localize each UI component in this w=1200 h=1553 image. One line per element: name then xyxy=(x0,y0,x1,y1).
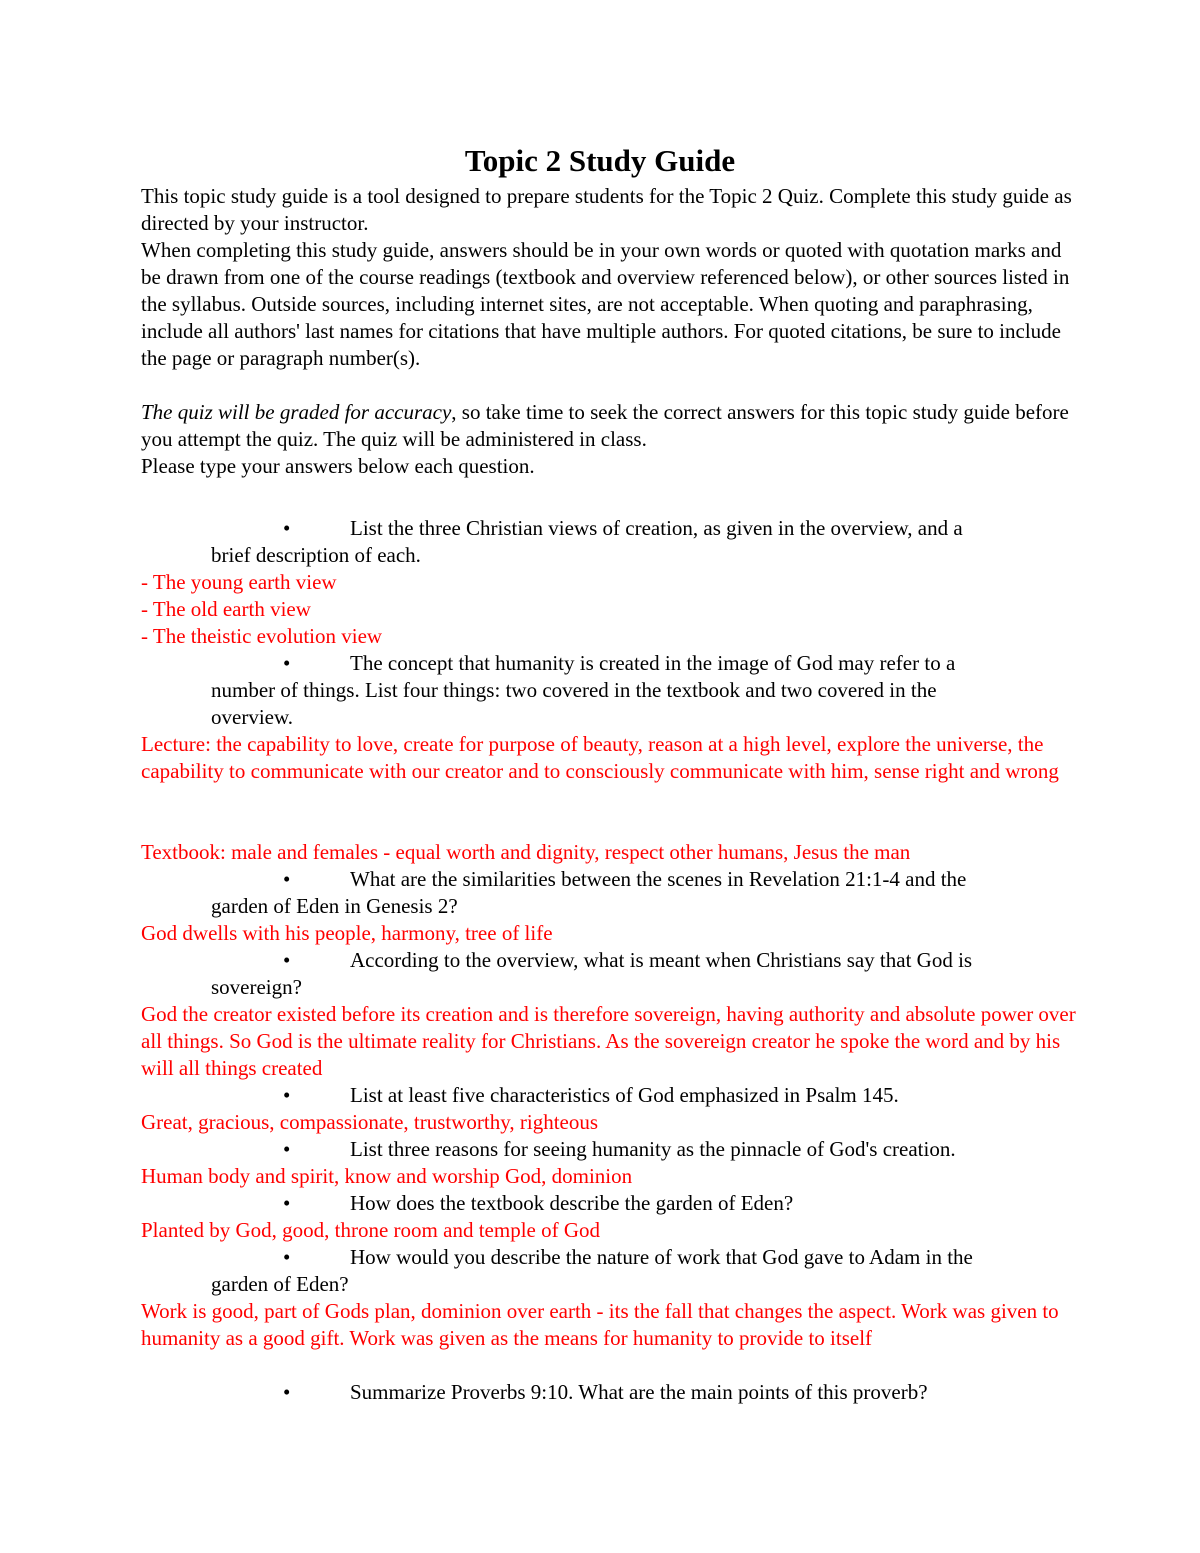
question-3 xyxy=(211,866,1081,920)
question-5 xyxy=(211,1082,1081,1109)
intro-paragraph-3-rest: , so take time to seek the correct answers for this topic study guide before you attempt the quiz. The quiz will be administered in class. xyxy=(141,400,1069,451)
answer-1-item-3: - The theistic evolution view xyxy=(141,624,383,648)
question-9-line-1: Summarize Proverbs 9:10. What are the main points of this proverb? xyxy=(350,1380,928,1404)
question-6-line-1: List three reasons for seeing humanity as the pinnacle of God's creation. xyxy=(350,1137,956,1161)
bullet-icon: • xyxy=(283,1245,291,1269)
question-1 xyxy=(211,515,1081,569)
question-2-line-2: number of things. List four things: two covered in the textbook and two covered in the xyxy=(211,678,937,702)
answer-1-item-2: - The old earth view xyxy=(141,597,311,621)
question-2 xyxy=(211,650,1081,731)
question-4-line-1: According to the overview, what is meant when Christians say that God is xyxy=(350,948,973,972)
question-8-line-2: garden of Eden? xyxy=(211,1272,349,1296)
question-1-line-1: List the three Christian views of creation, as given in the overview, and a xyxy=(350,516,963,540)
answer-4: God the creator existed before its creation and is therefore sovereign, having authority and absolute power over all things. So God is the ultimate reality for Christians. As the sovereign creator he spoke the word and by his will all things created xyxy=(141,1002,1076,1080)
bullet-icon: • xyxy=(283,948,291,972)
answer-7: Planted by God, good, throne room and temple of God xyxy=(141,1218,601,1242)
question-7 xyxy=(211,1190,1081,1217)
question-2-line-3: overview. xyxy=(211,705,294,729)
question-8 xyxy=(211,1244,1081,1298)
intro-paragraph-1: This topic study guide is a tool designed to prepare students for the Topic 2 Quiz. Complete this study guide as directed by your instructor. xyxy=(141,184,1072,235)
intro-paragraph-3 xyxy=(141,399,1081,453)
question-8-line-1: How would you describe the nature of work that God gave to Adam in the xyxy=(350,1245,973,1269)
question-5-line-1: List at least five characteristics of God emphasized in Psalm 145. xyxy=(350,1083,899,1107)
question-9 xyxy=(211,1379,1081,1406)
answer-6: Human body and spirit, know and worship God, dominion xyxy=(141,1164,633,1188)
question-7-line-1: How does the textbook describe the garden of Eden? xyxy=(350,1191,794,1215)
intro-emphasis: The quiz will be graded for accuracy xyxy=(141,400,452,424)
answer-2-textbook: Textbook: male and females - equal worth and dignity, respect other humans, Jesus the man xyxy=(141,840,911,864)
question-2-line-1: The concept that humanity is created in the image of God may refer to a xyxy=(350,651,956,675)
question-4-line-2: sovereign? xyxy=(211,975,302,999)
bullet-icon: • xyxy=(283,1191,291,1215)
answer-3: God dwells with his people, harmony, tree of life xyxy=(141,921,553,945)
answer-2-lecture: Lecture: the capability to love, create for purpose of beauty, reason at a high level, explore the universe, the capability to communicate with our creator and to consciously communicate with him, sense right and wrong xyxy=(141,732,1059,783)
question-3-line-2: garden of Eden in Genesis 2? xyxy=(211,894,458,918)
answer-1-item-1: - The young earth view xyxy=(141,570,337,594)
page-title: Topic 2 Study Guide xyxy=(464,143,736,178)
answer-8: Work is good, part of Gods plan, dominion over earth - its the fall that changes the aspect. Work was given to humanity as a good gift. Work was given as the means for humanity to provide to itself xyxy=(141,1299,1059,1350)
question-3-line-1: What are the similarities between the scenes in Revelation 21:1-4 and the xyxy=(350,867,967,891)
answer-5: Great, gracious, compassionate, trustworthy, righteous xyxy=(141,1110,599,1134)
question-1-line-2: brief description of each. xyxy=(211,543,421,567)
bullet-icon: • xyxy=(283,867,291,891)
bullet-icon: • xyxy=(283,1083,291,1107)
question-6 xyxy=(211,1136,1081,1163)
bullet-icon: • xyxy=(283,516,291,540)
question-4 xyxy=(211,947,1081,1001)
intro-paragraph-4: Please type your answers below each question. xyxy=(141,454,535,478)
intro-paragraph-2: When completing this study guide, answers should be in your own words or quoted with quotation marks and be drawn from one of the course readings (textbook and overview referenced below), or other sources listed in the syllabus. Outside sources, including internet sites, are not acceptable. When quoting and paraphrasing, include all authors' last names for citations that have multiple authors. For quoted citations, be sure to include the page or paragraph number(s). xyxy=(141,238,1070,370)
bullet-icon: • xyxy=(283,1380,291,1404)
bullet-icon: • xyxy=(283,1137,291,1161)
bullet-icon: • xyxy=(283,651,291,675)
